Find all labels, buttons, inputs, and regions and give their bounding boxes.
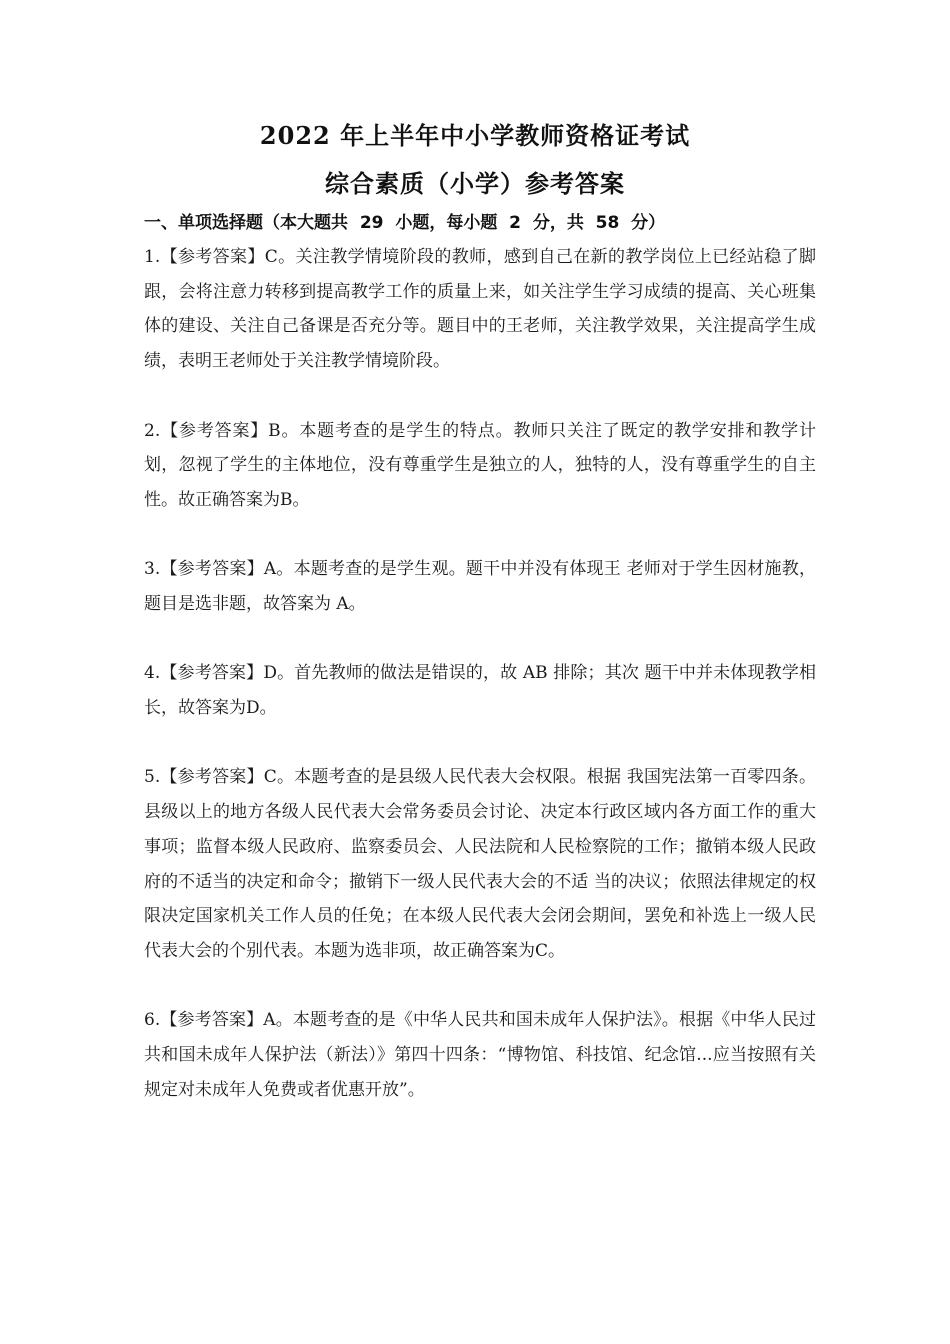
answer-item-3: 3.【参考答案】A。本题考查的是学生观。题干中并没有体现王 老师对于学生因材施教，题目是选非题，故答案为 A。 bbox=[144, 559, 816, 614]
answer-item-1: 1.【参考答案】C。关注教学情境阶段的教师，感到自己在新的教学岗位上已经站稳了脚跟，会将注意力转移到提高教学工作的质量上来，如关注学生学习成绩的提高、关心班集体的建设、关注自己备课是否充分等。题目中的王老师，关注教学效果，关注提高学生成绩，表明王老师处于关注教学情境阶段。 bbox=[144, 247, 816, 372]
answer-item-4: 4.【参考答案】D。首先教师的做法是错误的，故 AB 排除；其次 题干中并未体现教学相长，故答案为D。 bbox=[144, 663, 816, 719]
document-title: 2022 年上半年中小学教师资格证考试 bbox=[259, 121, 691, 150]
answer-list bbox=[144, 240, 816, 1142]
answer-item-2: 2.【参考答案】B。本题考查的是学生的特点。教师只关注了既定的教学安排和教学计划，忽视了学生的主体地位，没有尊重学生是独立的人，独特的人，没有尊重学生的自主性。故正确答案为B。 bbox=[144, 420, 816, 510]
answer-item-6: 6.【参考答案】A。本题考查的是《中华人民共和国未成年人保护法》。根据《中华人民过共和国未成年人保护法（新法）》第四十四条：“博物馆、科技馆、纪念馆...应当按照有关规定对未成年人免费或者优惠开放”。 bbox=[144, 1010, 816, 1100]
answer-item-5: 5.【参考答案】C。本题考查的是县级人民代表大会权限。根据 我国宪法第一百零四条。县级以上的地方各级人民代表大会常务委员会讨论、决定本行政区域内各方面工作的重大事项；监督本级人民政府、监察委员会、人民法院和人民检察院的工作；撤销本级人民政府的不适当的决定和命令；撤销下一级人民代表大会的不适 当的决议；依照法律规定的权限决定国家机关工作人员的任免；在本级人民代表大会闭会期间，罢免和补选上一级人民代表大会的个别代表。本题为选非项，故正确答案为C。 bbox=[144, 767, 816, 961]
section-heading: 一、单项选择题（本大题共 29 小题，每小题 2 分，共 58 分） bbox=[144, 213, 666, 233]
document-subtitle: 综合素质（小学）参考答案 bbox=[325, 169, 625, 198]
